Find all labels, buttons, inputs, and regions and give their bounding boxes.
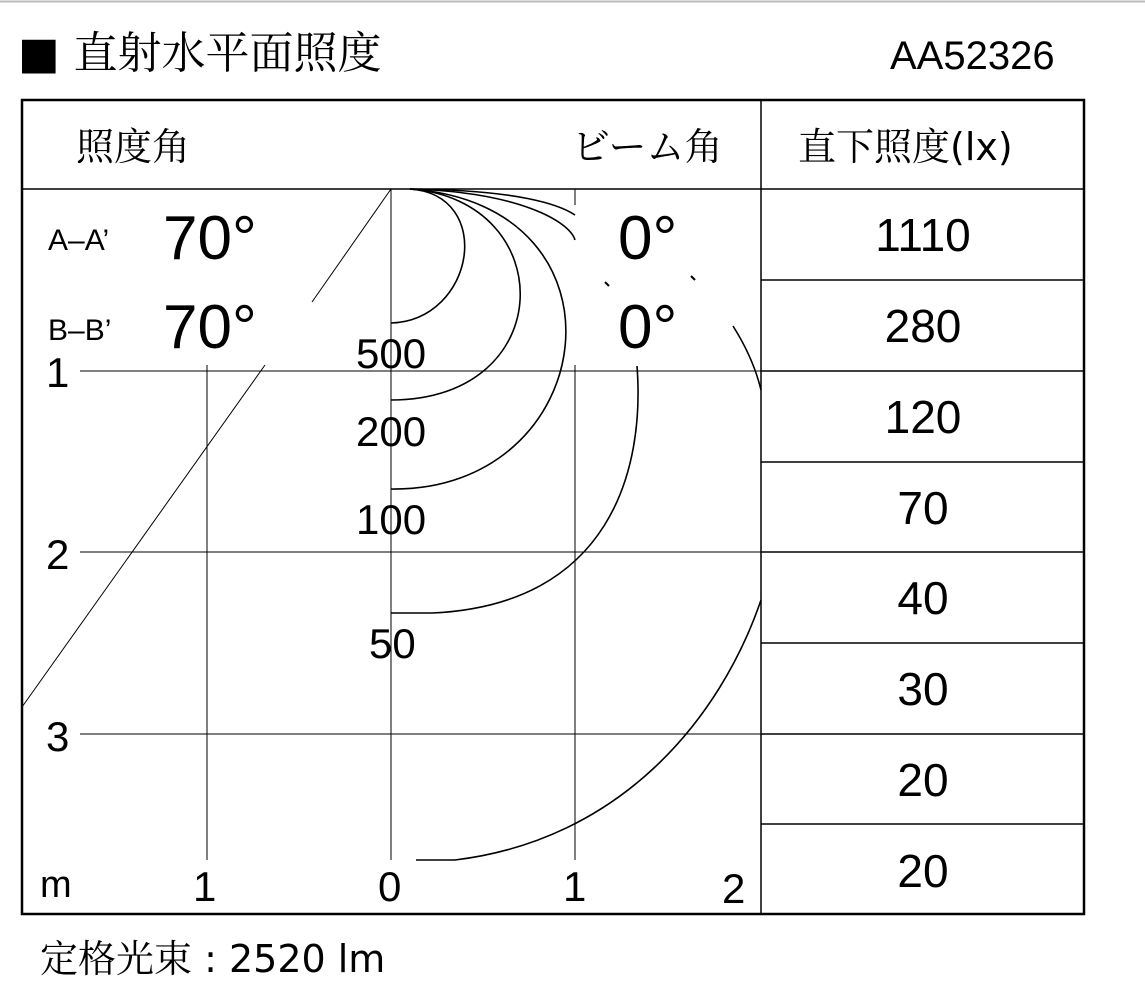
lux-row-lines xyxy=(761,280,1084,824)
page-title: ■ 直射水平面照度 xyxy=(18,28,382,79)
lux-value-7: 20 xyxy=(897,754,949,806)
y-tick-2: 2 xyxy=(46,531,70,578)
y-tick-1: 1 xyxy=(46,349,70,396)
x-tick-1-left: 1 xyxy=(193,863,217,910)
beam-tick-marks xyxy=(605,276,695,286)
lux-value-2: 280 xyxy=(884,300,962,352)
row-angle-b: 70° xyxy=(163,293,257,362)
lux-value-8: 20 xyxy=(897,845,949,897)
row-angle-a: 70° xyxy=(163,204,257,273)
x-unit: m xyxy=(40,864,72,906)
row-beam-a: 0° xyxy=(618,204,678,273)
x-tick-0: 0 xyxy=(378,863,402,910)
row-label-a: A–A’ xyxy=(48,224,110,257)
lux-value-3: 120 xyxy=(884,391,962,443)
contour-label-100: 100 xyxy=(356,496,427,543)
header-lux: 直下照度(lx) xyxy=(798,125,1013,169)
x-tick-1-right: 1 xyxy=(563,863,587,910)
y-tick-3: 3 xyxy=(46,713,70,760)
model-number: AA52326 xyxy=(890,34,1055,78)
rated-luminous-flux: 定格光束 : 2520 lm xyxy=(40,937,386,981)
header-beam: ビーム角 xyxy=(572,125,723,169)
row-beam-b: 0° xyxy=(618,293,678,362)
lux-value-6: 30 xyxy=(897,663,949,715)
header-angle: 照度角 xyxy=(76,125,191,169)
x-tick-2: 2 xyxy=(722,865,746,912)
contour-label-50: 50 xyxy=(369,620,416,667)
row-label-b: B–B’ xyxy=(48,314,112,347)
contour-label-200: 200 xyxy=(356,408,427,455)
lux-value-1: 1110 xyxy=(875,209,971,261)
beam-edge-line xyxy=(312,189,391,302)
contour-curves xyxy=(391,189,761,860)
lux-value-5: 40 xyxy=(897,572,949,624)
lux-value-4: 70 xyxy=(897,482,949,534)
contour-label-500: 500 xyxy=(356,330,427,377)
